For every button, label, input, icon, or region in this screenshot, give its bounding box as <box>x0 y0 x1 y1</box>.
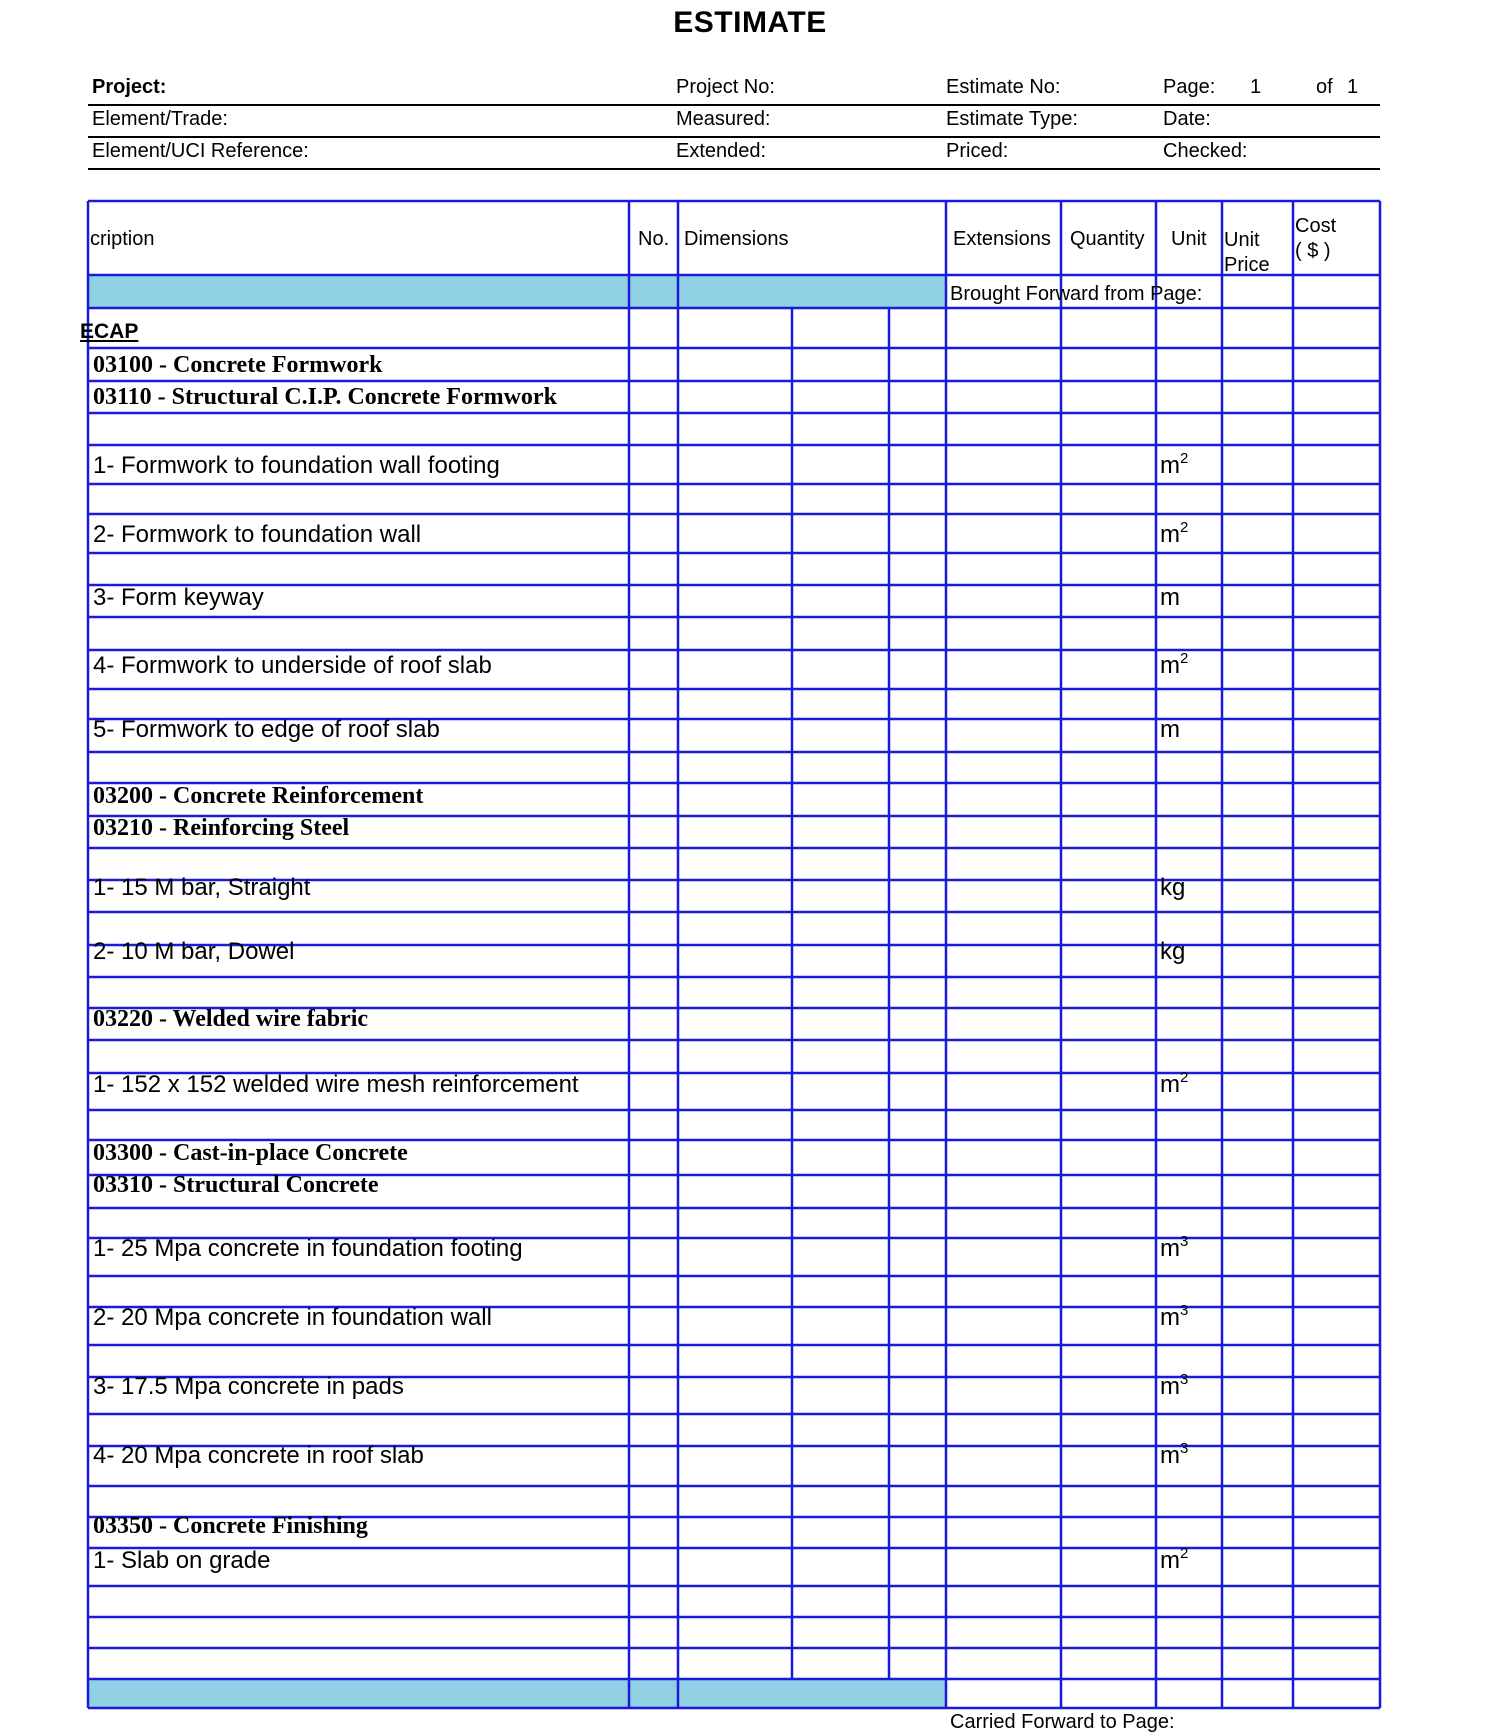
brought-forward-shade <box>89 276 945 307</box>
measured-label: Measured: <box>676 108 771 130</box>
extended-label: Extended: <box>676 140 767 162</box>
item-desc: 4- 20 Mpa concrete in roof slab <box>93 1442 424 1469</box>
date-label: Date: <box>1163 108 1211 130</box>
item-unit: $m^2$ <box>1160 519 1189 548</box>
item-desc: 2- Formwork to foundation wall <box>93 521 422 548</box>
col-quantity: Quantity <box>1070 228 1145 250</box>
item-desc: 1- Formwork to foundation wall footing <box>93 452 500 479</box>
brought-forward-label: Brought Forward from Page: <box>950 283 1203 305</box>
item-desc: 1- Slab on grade <box>93 1547 271 1574</box>
element-trade-label: Element/Trade: <box>92 108 228 130</box>
document-title: ESTIMATE <box>673 6 827 39</box>
section-03110: 03110 - Structural C.I.P. Concrete Formwork <box>93 384 557 410</box>
section-03210: 03210 - Reinforcing Steel <box>93 815 350 841</box>
item-unit: $m^2$ <box>1160 450 1189 479</box>
project-no-label: Project No: <box>676 76 775 98</box>
item-desc: 5- Formwork to edge of roof slab <box>93 716 440 743</box>
col-dimensions: Dimensions <box>684 228 789 250</box>
item-unit: $m^2$ <box>1160 1069 1189 1098</box>
item-desc: 2- 20 Mpa concrete in foundation wall <box>93 1304 492 1331</box>
col-extensions: Extensions <box>953 228 1051 250</box>
item-unit: m <box>1160 584 1180 611</box>
project-label: Project: <box>92 76 167 98</box>
col-cost-line1: Cost <box>1295 215 1337 237</box>
item-unit: $m^3$ <box>1160 1440 1189 1469</box>
item-desc: 1- 152 x 152 welded wire mesh reinforcement <box>93 1071 579 1098</box>
of-label: of <box>1316 76 1333 98</box>
section-03310: 03310 - Structural Concrete <box>93 1172 379 1198</box>
col-description: cription <box>90 228 155 250</box>
estimate-type-label: Estimate Type: <box>946 108 1078 130</box>
item-desc: 2- 10 M bar, Dowel <box>93 938 295 965</box>
item-unit: $m^2$ <box>1160 1545 1189 1574</box>
col-no: No. <box>638 228 670 250</box>
uci-reference-label: Element/UCI Reference: <box>92 140 309 162</box>
estimate-no-label: Estimate No: <box>946 76 1061 98</box>
item-unit: $m^3$ <box>1160 1302 1189 1331</box>
item-desc: 4- Formwork to underside of roof slab <box>93 652 492 679</box>
item-unit: $m^2$ <box>1160 650 1189 679</box>
page-total: 1 <box>1347 76 1359 98</box>
item-unit: m <box>1160 716 1180 743</box>
checked-label: Checked: <box>1163 140 1248 162</box>
item-desc: 3- 17.5 Mpa concrete in pads <box>93 1373 404 1400</box>
priced-label: Priced: <box>946 140 1009 162</box>
section-03220: 03220 - Welded wire fabric <box>93 1006 369 1032</box>
col-cost-line2: ( $ ) <box>1295 240 1331 262</box>
section-03350: 03350 - Concrete Finishing <box>93 1513 368 1539</box>
item-unit: kg <box>1160 874 1186 901</box>
section-03100: 03100 - Concrete Formwork <box>93 352 383 378</box>
group-label: ECAP <box>80 320 139 343</box>
carried-forward-shade <box>89 1680 945 1707</box>
col-unit: Unit <box>1171 228 1207 250</box>
section-03300: 03300 - Cast-in-place Concrete <box>93 1140 408 1166</box>
page-label: Page: <box>1163 76 1216 98</box>
group-label-clip <box>80 320 628 348</box>
item-desc: 1- 15 M bar, Straight <box>93 874 311 901</box>
col-unit-price-line2: Price <box>1224 254 1270 276</box>
item-desc: 1- 25 Mpa concrete in foundation footing <box>93 1235 523 1262</box>
page-number: 1 <box>1250 76 1262 98</box>
item-desc: 3- Form keyway <box>93 584 264 611</box>
section-03200: 03200 - Concrete Reinforcement <box>93 783 424 809</box>
item-unit: $m^3$ <box>1160 1371 1189 1400</box>
col-unit-price-line1: Unit <box>1224 229 1260 251</box>
item-unit: kg <box>1160 938 1186 965</box>
item-unit: $m^3$ <box>1160 1233 1189 1262</box>
carried-forward-label: Carried Forward to Page: <box>950 1711 1175 1733</box>
